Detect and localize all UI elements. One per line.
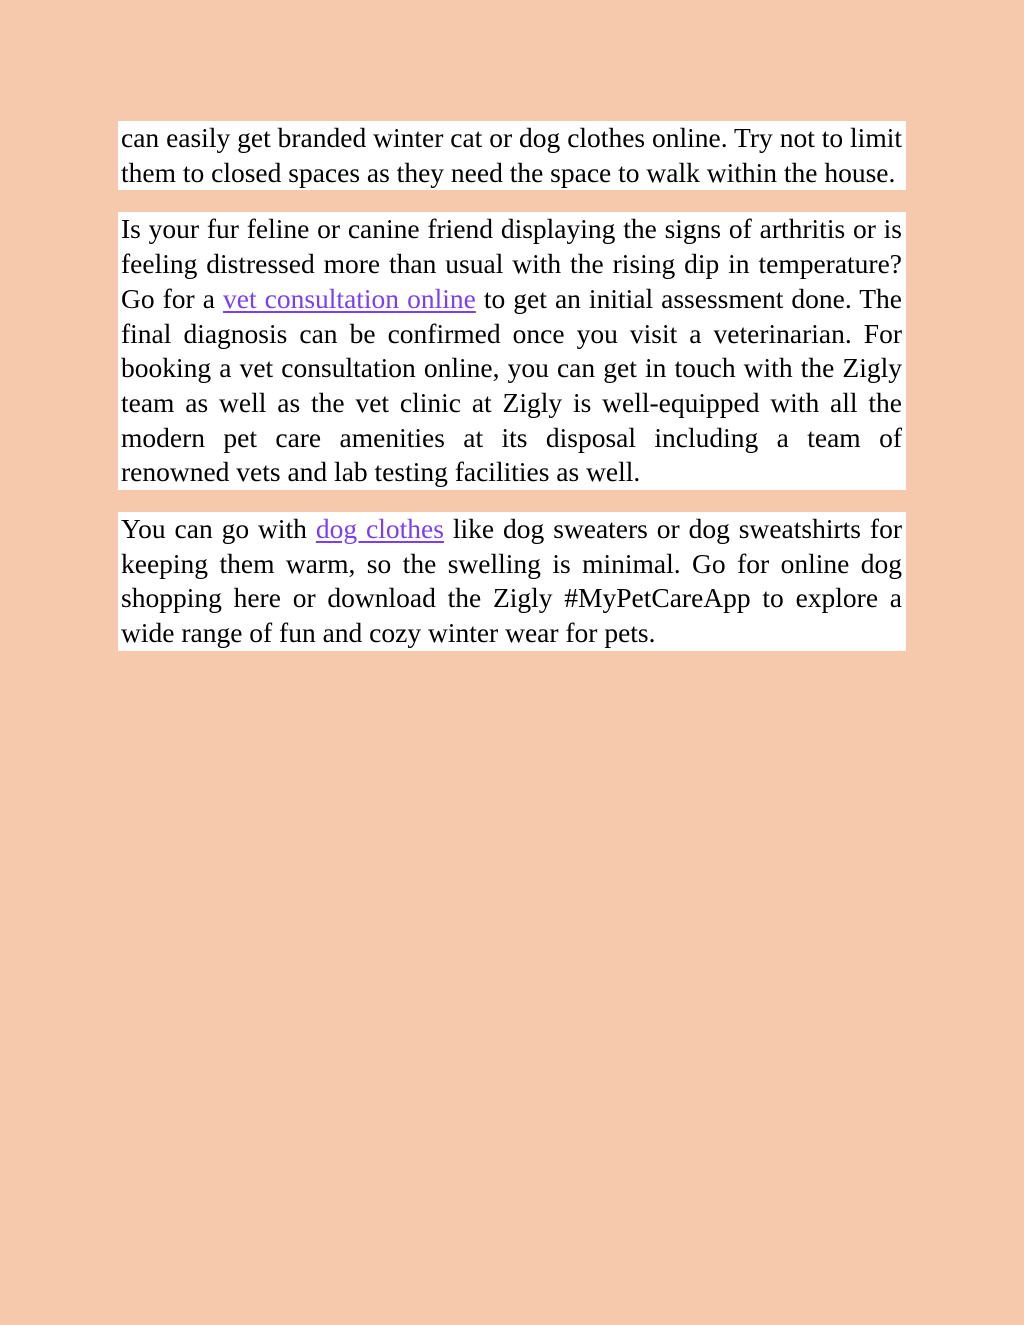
article-body — [118, 121, 906, 651]
paragraph-text-after-link: to get an initial assessment done. The final diagnosis can be confirmed once you visit a veterinarian. For booking a vet consultation online, you can get in touch with the Zigly team as well as the vet clinic at Zigly is well-equipped with all the modern pet care amenities at its disposal including a team of renowned vets and lab testing facilities as well. — [121, 282, 902, 488]
vet-consultation-online-link[interactable]: vet consultation online — [223, 282, 476, 314]
paragraph-text: can easily get branded winter cat or dog clothes online. Try not to limit them to closed spaces as they need the space to walk within the house. — [121, 122, 902, 188]
paragraph-winter-clothes — [118, 121, 906, 190]
dog-clothes-link[interactable]: dog clothes — [315, 513, 444, 545]
paragraph-dog-clothes — [118, 512, 906, 651]
paragraph-text-before-link: Is your fur feline or canine friend displaying the signs of arthritis or is feeling distressed more than usual with the rising dip in temperature? Go for a — [121, 213, 902, 314]
paragraph-text-before-link: You can go with — [121, 513, 316, 545]
paragraph-text-after-link: like dog sweaters or dog sweatshirts for keeping them warm, so the swelling is minimal. Go for online dog shopping here or download the Zigly #MyPetCareApp to explore a wide range of fun and cozy winter wear for pets. — [121, 513, 902, 649]
paragraph-vet-consultation — [118, 212, 906, 490]
